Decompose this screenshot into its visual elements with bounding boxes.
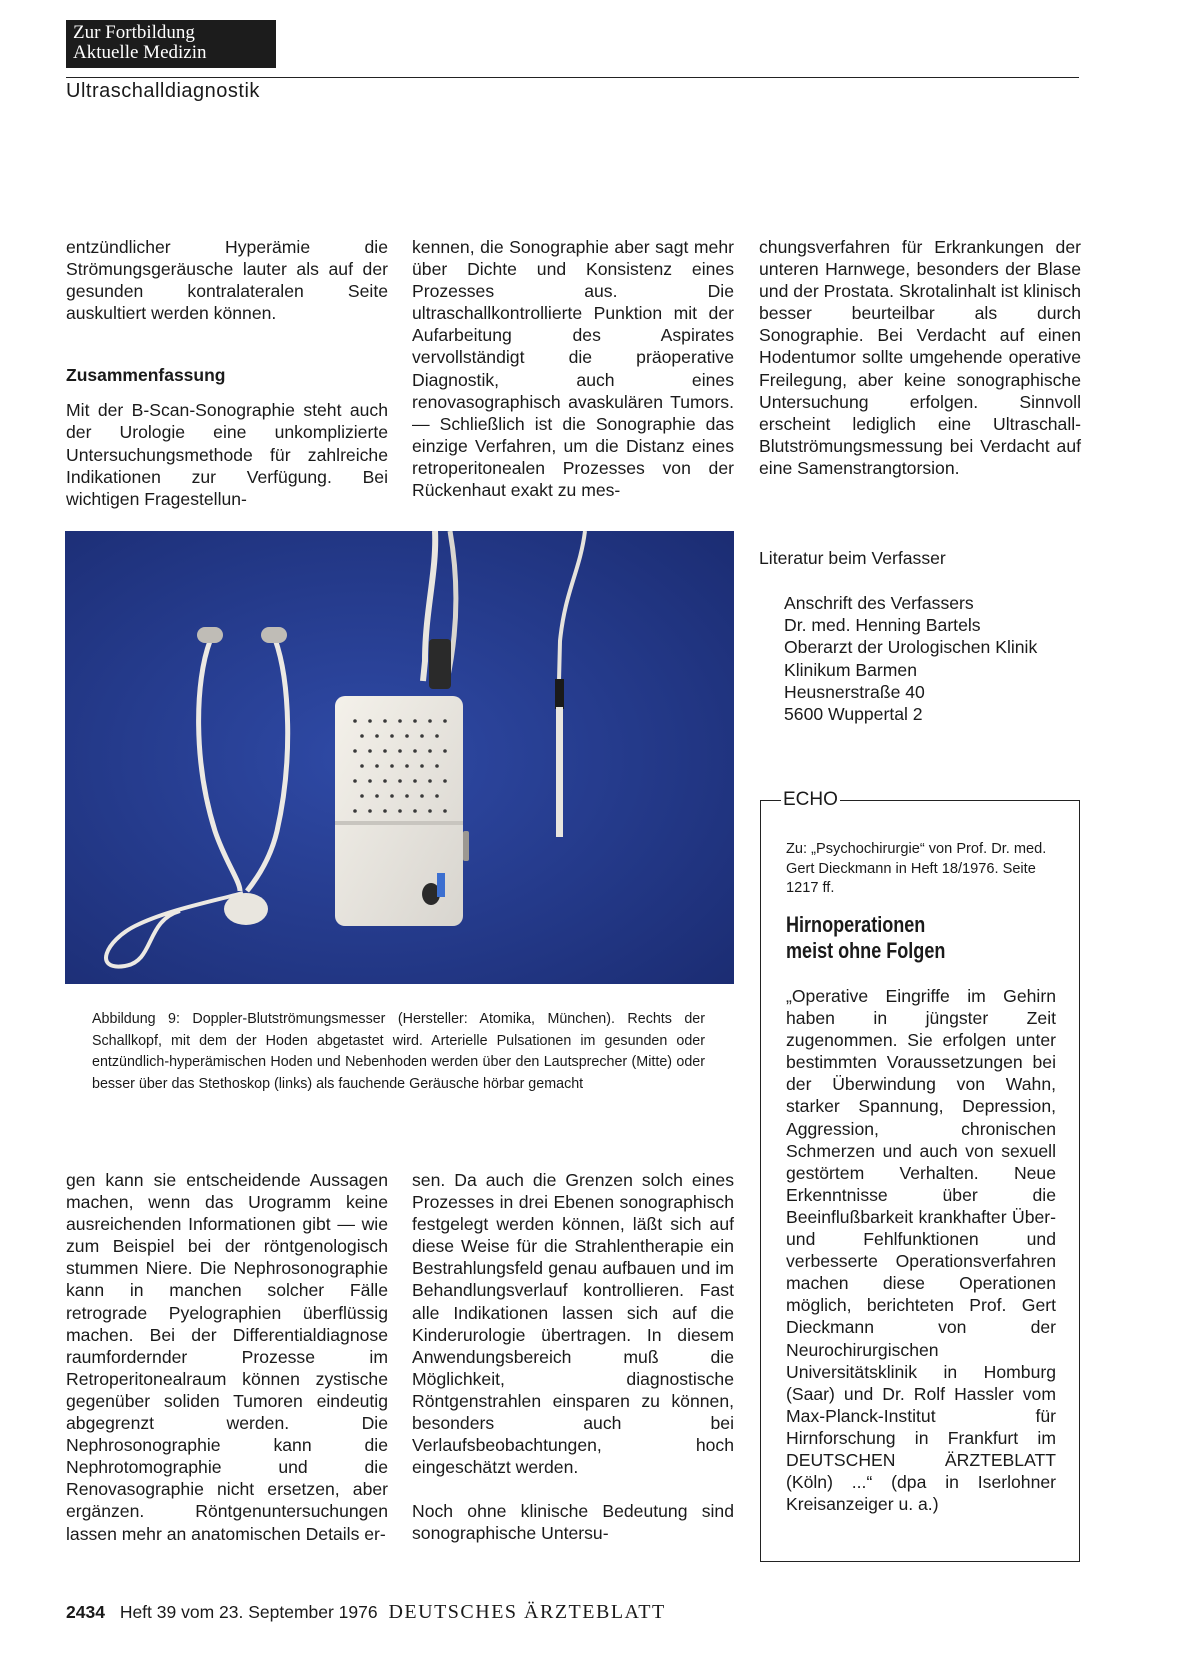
column-2-top [412, 236, 734, 501]
echo-body-text: „Operative Eingriffe im Gehirn haben in jüngster Zeit zugenommen. Sie erfolgen unter bestimmten Voraussetzungen bei der Überwindung von Wahn, starker Spannung, Depression, Aggression, chronischen Schmerzen und auch von sexuell gestörtem Verhalten. Neue Erkenntnisse über die Beeinflußbarkeit krankhafter Über- und Fehlfunktionen und verbesserte Operationsverfahren machen diese Operationen möglich, berichteten Prof. Gert Dieckmann von der Neurochirurgischen Universitätsklinik in Homburg (Saar) und Dr. Rolf Hassler vom Max-Planck-Institut für Hirnforschung in Frankfurt im DEUTSCHEN ÄRZTEBLATT (Köln) ...“ (dpa in Iserlohner Kreisanzeiger u. a.) [786, 986, 1056, 1515]
echo-title: ECHO [783, 789, 838, 810]
rubric-line-2: Aktuelle Medizin [73, 42, 207, 63]
column-1-bottom [66, 1169, 388, 1545]
author-street: Heusnerstraße 40 [784, 681, 925, 702]
author-address [784, 592, 1037, 725]
figure-photo [65, 531, 734, 984]
echo-headline [786, 912, 945, 964]
literature-note: Literatur beim Verfasser [759, 548, 946, 568]
author-city: 5600 Wuppertal 2 [784, 704, 923, 725]
column-1-bottom-text: gen kann sie entscheidende Aussagen machen, wenn das Urogramm keine ausreichenden Informationen gibt — wie zum Beispiel bei der röntgenologisch stummen Niere. Die Nephrosonographie kann in manchen solcher Fälle retrograde Pyelographien überflüssig machen. Bei der Differentialdiagnose raumfordernder Prozesse im Retroperitonealraum können zystische gegenüber soliden Tumoren eindeutig abgegrenzt werden. Die Nephrosonographie kann die Nephrotomographie und die Renovasographie nicht ersetzen, aber ergänzen. Röntgenuntersuchungen lassen mehr an anatomischen Details er- [66, 1170, 388, 1544]
author-institution: Klinikum Barmen [784, 659, 917, 680]
column-3-top [759, 236, 1081, 479]
address-label: Anschrift des Verfassers [784, 593, 974, 613]
echo-body [786, 985, 1056, 1515]
figure-caption: Abbildung 9: Doppler-Blutströmungsmesser (Hersteller: Atomika, München). Rechts der Schallkopf, mit dem der Hoden abgetastet wird. Arterielle Pulsationen im gesunden oder entzündlich-hyperämischen Hoden und Nebenhoden werden über den Lautsprecher (Mitte) oder besser über das Stethoskop (links) als fauchende Geräusche hörbar gemacht [92, 1011, 705, 1092]
echo-headline-line-2: meist ohne Folgen [786, 938, 946, 963]
summary-text: Mit der B-Scan-Sonographie steht auch der Urologie eine unkomplizierte Untersuchungsmethode für zahlreiche Indikationen zur Verfügung. Bei wichtigen Fragestellun- [66, 400, 388, 509]
rubric-box [66, 20, 276, 68]
doppler-device-illustration [65, 531, 734, 984]
journal-name: DEUTSCHES ÄRZTEBLATT [388, 1601, 666, 1623]
column-2-bottom-para-2: Noch ohne klinische Bedeutung sind sonographische Untersu- [412, 1501, 734, 1544]
author-name: Dr. med. Henning Bartels [784, 615, 981, 636]
author-position: Oberarzt der Urologischen Klinik [784, 637, 1038, 658]
column-1-top [66, 236, 388, 510]
column-2-bottom-para-1: sen. Da auch die Grenzen solch eines Prozesses in drei Ebenen sonographisch festgelegt werden können, läßt sich auf diese Weise für die Strahlentherapie ein Bestrahlungsfeld genau aufbauen und im Behandlungsverlauf kontrollieren. Fast alle Indikationen lassen sich auf die Kinderurologie übertragen. In diesem Anwendungsbereich muß die Möglichkeit, diagnostische Röntgenstrahlen einsparen zu können, besonders auch bei Verlaufsbeobachtungen, hoch eingeschätzt werden. [412, 1170, 734, 1478]
page-number: 2434 [66, 1602, 105, 1622]
column-2-top-text: kennen, die Sonographie aber sagt mehr über Dichte und Konsistenz eines Prozesses aus. Die ultraschallkontrollierte Punktion mit der Aufarbeitung des Aspirates vervollständigt die präoperative Diagnostik, auch eines renovasographisch avaskulären Tumors. — Schließlich ist die Sonographie das einzige Verfahren, um die Distanz eines retroperitonealen Prozesses von der Rückenhaut exakt zu mes- [412, 237, 734, 501]
column-1-intro: entzündlicher Hyperämie die Strömungsgeräusche lauter als auf der gesunden kontralateralen Seite auskultiert werden können. [66, 237, 388, 324]
echo-reference: Zu: „Psychochirurgie“ von Prof. Dr. med. Gert Dieckmann in Heft 18/1976. Seite 1217 ff. [786, 841, 1047, 896]
column-3-top-text: chungsverfahren für Erkrankungen der unteren Harnwege, besonders der Blase und der Prostata. Skrotalinhalt ist klinisch besser beurteilbar als durch Sonographie. Bei Verdacht auf einen Hodentumor sollte umgehende operative Freilegung, aber keine sonographische Untersuchung erfolgen. Sinnvoll erscheint lediglich eine Ultraschall-Blutströmungsmessung bei Verdacht auf eine Samenstrangtorsion. [759, 237, 1081, 478]
summary-heading: Zusammenfassung [66, 365, 226, 386]
page-footer [66, 1601, 666, 1624]
header-rule [66, 77, 1079, 78]
section-title: Ultraschalldiagnostik [66, 80, 260, 102]
echo-headline-line-1: Hirnoperationen [786, 912, 926, 937]
column-2-bottom [412, 1169, 734, 1545]
issue-info: Heft 39 vom 23. September 1976 [119, 1602, 378, 1622]
rubric-line-1: Zur Fortbildung [73, 22, 195, 43]
